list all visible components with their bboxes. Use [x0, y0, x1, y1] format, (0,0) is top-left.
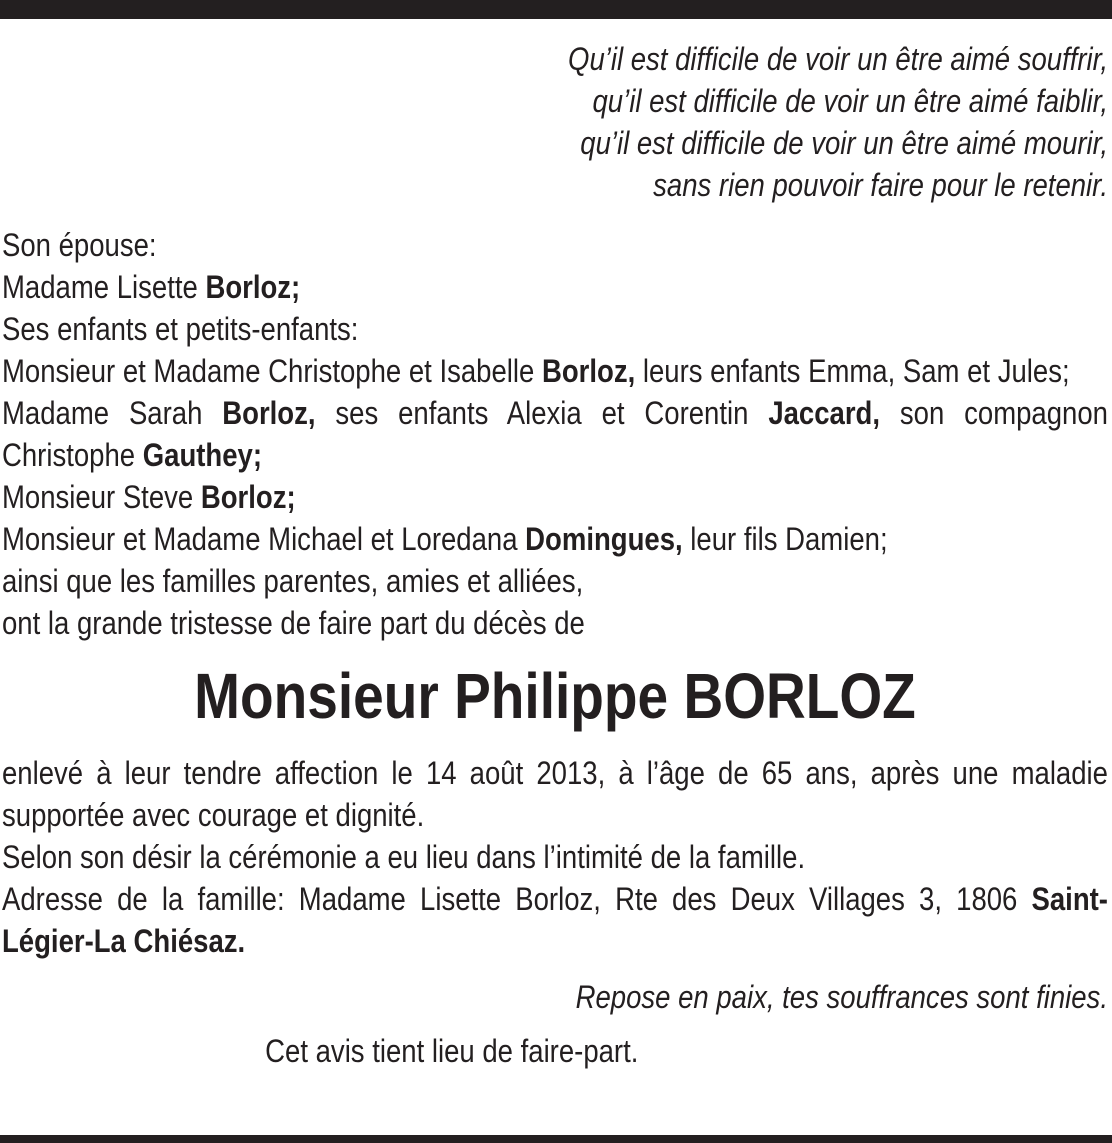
child-text: leur fils Damien;: [682, 521, 888, 557]
ceremony-details: Selon son désir la cérémonie a eu lieu dans l’intimité de la famille.: [2, 839, 806, 875]
partner-surname: Gauthey;: [142, 437, 263, 473]
child-text: Monsieur Steve: [2, 479, 201, 515]
child-surname: Borloz;: [200, 479, 296, 515]
deceased-name: Monsieur Philippe BORLOZ: [194, 660, 916, 732]
child-entry-1: [2, 350, 1108, 392]
obituary-notice: [2, 38, 1108, 1072]
spouse-entry: [2, 266, 1108, 308]
child-text: Monsieur et Madame Michael et Loredana: [2, 521, 526, 557]
child-entry-3: [2, 476, 1108, 518]
children-label: Ses enfants et petits-enfants:: [2, 311, 359, 347]
spouse-surname: Borloz;: [205, 269, 301, 305]
spouse-label: Son épouse:: [2, 227, 157, 263]
relatives-line: ainsi que les familles parentes, amies et alliées,: [2, 563, 584, 599]
child-text: Monsieur et Madame Christophe et Isabelle: [2, 353, 542, 389]
child-text: ses enfants Alexia et Corentin: [315, 395, 769, 431]
announce-line: ont la grande tristesse de faire part du décès de: [2, 605, 585, 641]
address-place: Saint-Légier-La Chiésaz.: [2, 881, 1108, 959]
child-text: Madame Sarah: [2, 395, 223, 431]
poem-line: qu’il est difficile de voir un être aimé mourir,: [580, 125, 1108, 161]
poem-line: qu’il est difficile de voir un être aimé faiblir,: [592, 83, 1108, 119]
child-surname: Borloz,: [222, 395, 316, 431]
address-text: Adresse de la famille: Madame Lisette Borloz, Rte des Deux Villages 3, 1806: [2, 881, 1032, 917]
family-list: [2, 224, 1108, 644]
death-details: enlevé à leur tendre affection le 14 août 2013, à l’âge de 65 ans, après une maladie supportée avec courage et dignité.: [2, 755, 1108, 833]
bottom-rule: [0, 1135, 1112, 1143]
poem-line: Qu’il est difficile de voir un être aimé souffrir,: [568, 41, 1108, 77]
child-entry-4: [2, 518, 1108, 560]
child-text: son compagnon Christophe: [2, 395, 1108, 473]
footer-note: Cet avis tient lieu de faire-part.: [265, 1033, 639, 1069]
poem: [2, 38, 1108, 206]
details: [2, 752, 1108, 962]
child-surname: Domingues,: [525, 521, 683, 557]
top-rule: [0, 0, 1112, 19]
child-surname: Borloz,: [541, 353, 636, 389]
spouse-text: Madame Lisette: [2, 269, 206, 305]
grandchild-surname: Jaccard,: [768, 395, 881, 431]
child-text: leurs enfants Emma, Sam et Jules;: [635, 353, 1070, 389]
poem-line: sans rien pouvoir faire pour le retenir.: [653, 167, 1108, 203]
family-address: [2, 878, 1108, 962]
closing-line: Repose en paix, tes souffrances sont finies.: [575, 979, 1108, 1015]
child-entry-2: [2, 392, 1108, 476]
